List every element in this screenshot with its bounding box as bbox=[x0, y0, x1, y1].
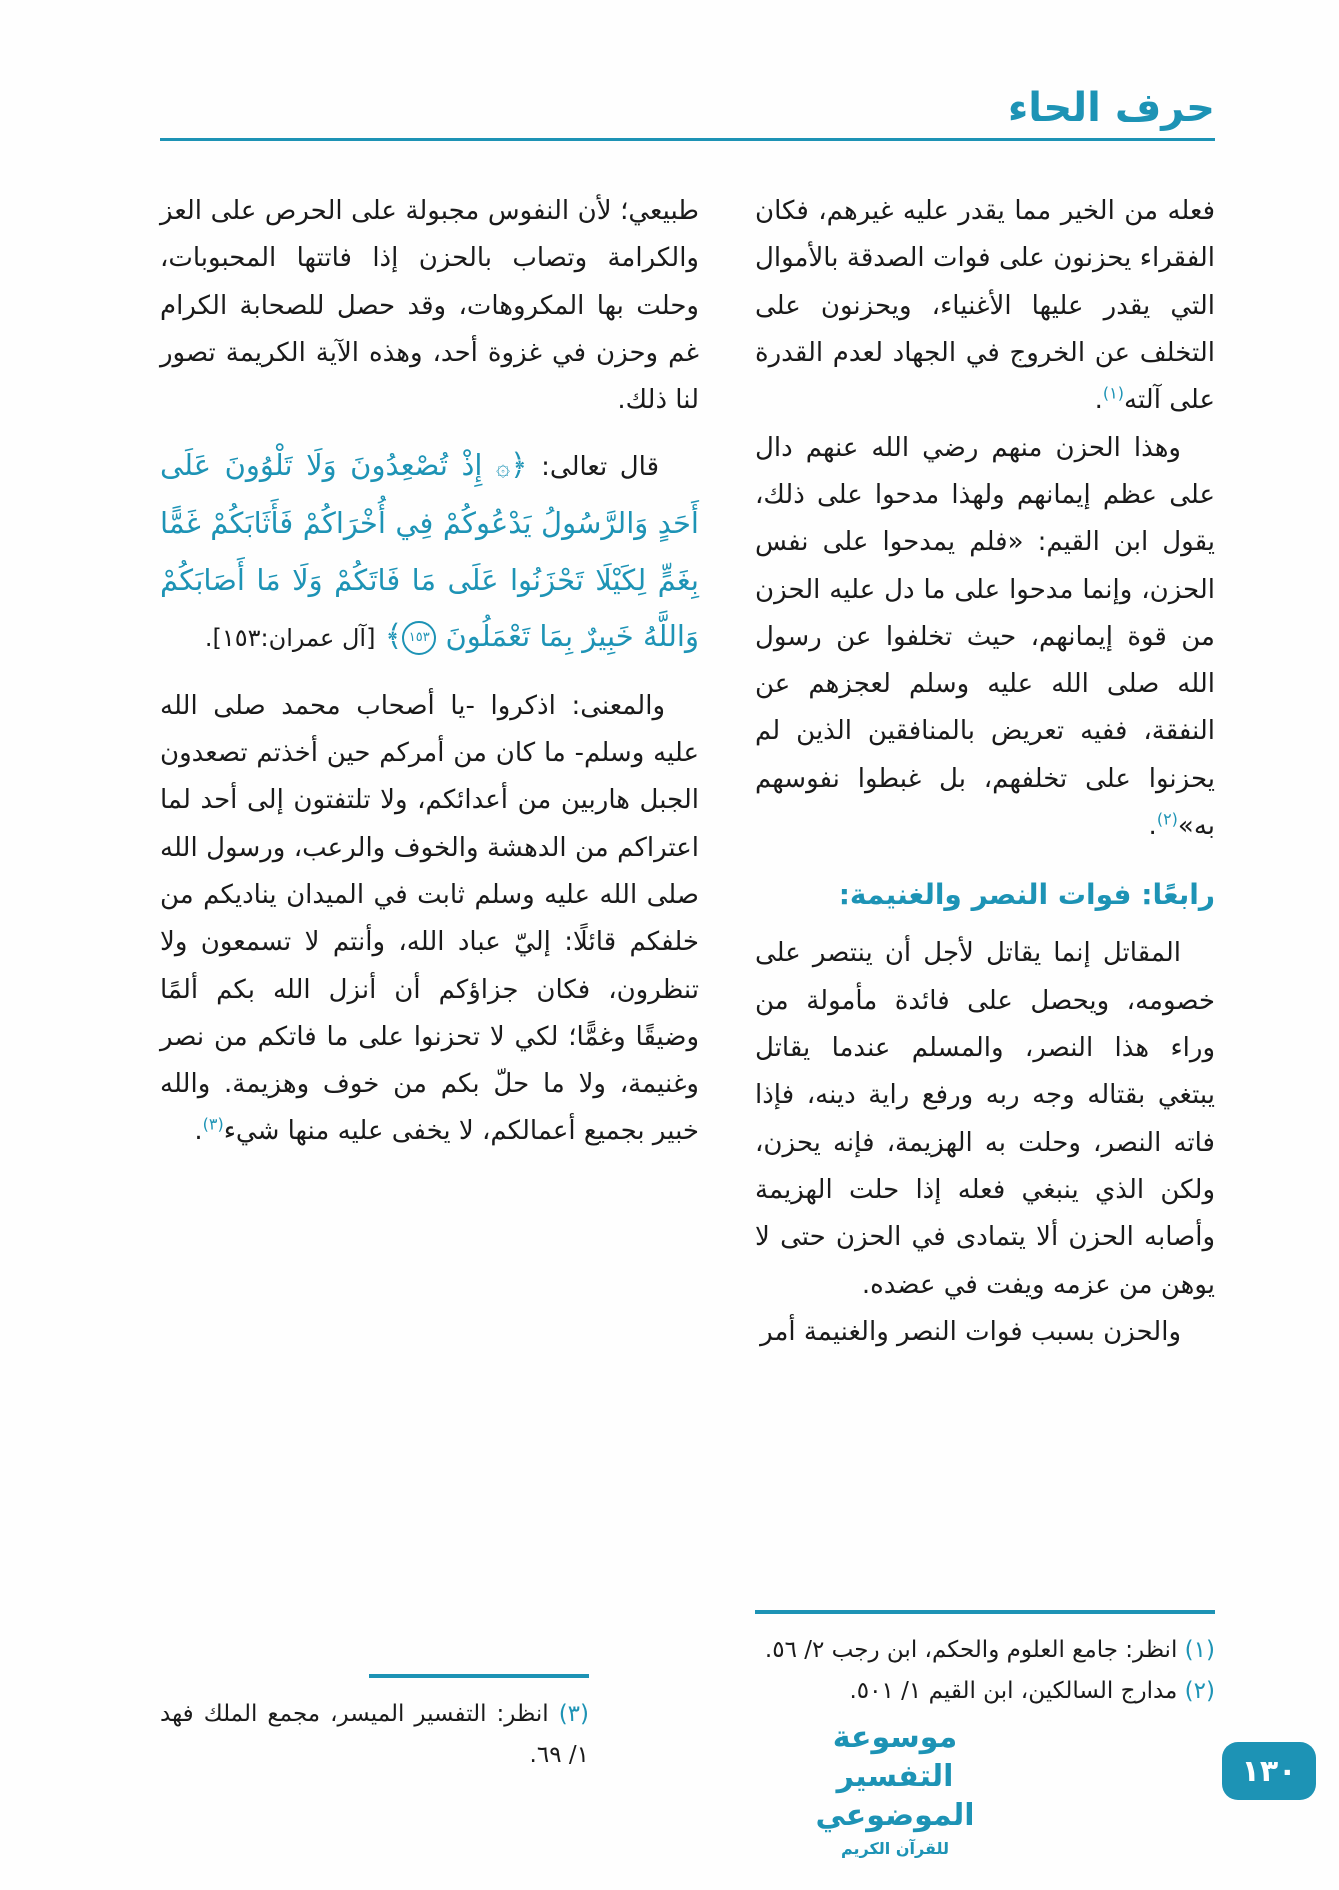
footnotes-right bbox=[755, 1610, 1215, 1712]
footnote-text: مدارج السالكين، ابن القيم ١/ ٥٠١. bbox=[849, 1678, 1178, 1705]
footnote-ref-2: (٢) bbox=[1156, 809, 1178, 829]
body-paragraph: المقاتل إنما يقاتل لأجل أن ينتصر على خصومه، ويحصل على فائدة مأمولة من وراء هذا النصر، والمسلم عندما يقاتل يبتغي بقتاله وجه ربه ورفع راية دينه، فإذا فاته النصر، وحلت به الهزيمة، فإنه يحزن، ولكن الذي ينبغي فعله إذا حلت الهزيمة وأصابه الحزن ألا يتمادى في الحزن حتى لا يوهن من عزمه ويفت في عضده. bbox=[755, 938, 1215, 1300]
paragraph-tail: . bbox=[1094, 385, 1103, 416]
text-columns bbox=[160, 188, 1215, 1776]
body-paragraph: طبيعي؛ لأن النفوس مجبولة على الحرص على العز والكرامة وتصاب بالحزن إذا فاتتها المحبوبات، وحلت بها المكروهات، وقد حصل للصحابة الكرام غم وحزن في غزوة أحد، وهذه الآية الكريمة تصور لنا ذلك. bbox=[160, 196, 699, 416]
quran-verse-text: إِذْ تُصْعِدُونَ وَلَا تَلْوُونَ عَلَى أَحَدٍ وَالرَّسُولُ يَدْعُوكُمْ فِي أُخْرَاكُمْ فَأَثَابَكُمْ غَمًّا بِغَمٍّ لِكَيْلَا تَحْزَنُوا عَلَى مَا فَاتَكُمْ وَلَا مَا أَصَابَكُمْ وَاللَّهُ خَبِيرٌ بِمَا تَعْمَلُونَ bbox=[160, 447, 699, 654]
paragraph-tail: . bbox=[194, 1116, 203, 1147]
chapter-title: حرف الحاء bbox=[1007, 85, 1215, 131]
body-paragraph bbox=[755, 188, 1215, 425]
quran-verse-block bbox=[160, 437, 699, 667]
page-header bbox=[160, 86, 1215, 141]
body-paragraph: والحزن بسبب فوات النصر والغنيمة أمر bbox=[760, 1316, 1181, 1347]
footnote-number: (١) bbox=[1184, 1637, 1215, 1664]
verse-intro: قال تعالى: bbox=[541, 451, 660, 482]
column-left bbox=[160, 188, 699, 1776]
footnote-number: (٣) bbox=[558, 1701, 590, 1728]
paragraph-text: وهذا الحزن منهم رضي الله عنهم دال على عظم إيمانهم ولهذا مدحوا على ذلك، يقول ابن القيم: «فلم يمدحوا على نفس الحزن، وإنما مدحوا على ما دل عليه الحزن من قوة إيمانهم، حيث تخلفوا عن رسول الله صلى الله عليه وسلم لعجزهم عن النفقة، ففيه تعريض بالمنافقين الذين لم يحزنوا على تخلفهم، بل غبطوا نفوسهم به» bbox=[755, 432, 1215, 842]
hizb-star-icon: ۞ bbox=[495, 452, 511, 481]
ayah-number-badge: ١٥٣ bbox=[402, 621, 436, 655]
footnote-number: (٢) bbox=[1184, 1678, 1215, 1705]
page-number-badge: ١٣٠ bbox=[1222, 1742, 1316, 1800]
paragraph-text: والمعنى: اذكروا -يا أصحاب محمد صلى الله عليه وسلم- ما كان من أمركم حين أخذتم تصعدون الجبل هاربين من أعدائكم، ولا تلتفتون إلى أحد لما اعتراكم من الدهشة والخوف والرعب، ورسول الله صلى الله عليه وسلم ثابت في الميدان يناديكم من خلفكم قائلًا: إليّ عباد الله، وأنتم لا تسمعون ولا تنظرون، فكان جزاؤكم أن أنزل الله بكم ألمًا وضيقًا وغمًّا؛ لكي لا تحزنوا على ما فاتكم من نصر وغنيمة، ولا ما حلّ بكم من خوف وهزيمة. والله خبير بجميع أعمالكم، لا يخفى عليه منها شيء bbox=[160, 690, 699, 1147]
footnote-separator bbox=[755, 1610, 1215, 1614]
publisher-logo bbox=[770, 1718, 1020, 1858]
footnote-ref-1: (١) bbox=[1102, 383, 1124, 403]
verse-reference: [آل عمران:١٥٣]. bbox=[204, 624, 376, 653]
section-heading: رابعًا: فوات النصر والغنيمة: bbox=[838, 878, 1215, 912]
footnote-text: انظر: التفسير الميسر، مجمع الملك فهد ١/ ٦٩. bbox=[160, 1701, 589, 1769]
body-paragraph bbox=[755, 425, 1215, 851]
publisher-logo-title: موسوعة التفسير الموضوعي bbox=[815, 1720, 975, 1833]
paragraph-text: فعله من الخير مما يقدر عليه غيرهم، فكان الفقراء يحزنون على فوات الصدقة بالأموال التي يقدر عليها الأغنياء، ويحزنون على التخلف عن الخروج في الجهاد لعدم القدرة على آلته bbox=[755, 196, 1215, 416]
verse-open-bracket: ﴿ bbox=[510, 447, 528, 483]
header-rule bbox=[160, 138, 1215, 141]
body-paragraph bbox=[160, 683, 699, 1156]
footnote bbox=[160, 1694, 589, 1776]
column-right bbox=[755, 188, 1215, 1776]
footnote bbox=[755, 1671, 1215, 1712]
paragraph-tail: . bbox=[1148, 811, 1157, 842]
footnotes-left bbox=[160, 1674, 589, 1776]
footnote-text: انظر: جامع العلوم والحكم، ابن رجب ٢/ ٥٦. bbox=[764, 1637, 1178, 1664]
publisher-logo-subtitle: للقرآن الكريم bbox=[840, 1839, 950, 1858]
footnote-separator bbox=[369, 1674, 589, 1678]
footnote-ref-3: (٣) bbox=[202, 1114, 224, 1134]
verse-close-bracket: ﴾ bbox=[384, 619, 403, 655]
footnote bbox=[755, 1630, 1215, 1671]
